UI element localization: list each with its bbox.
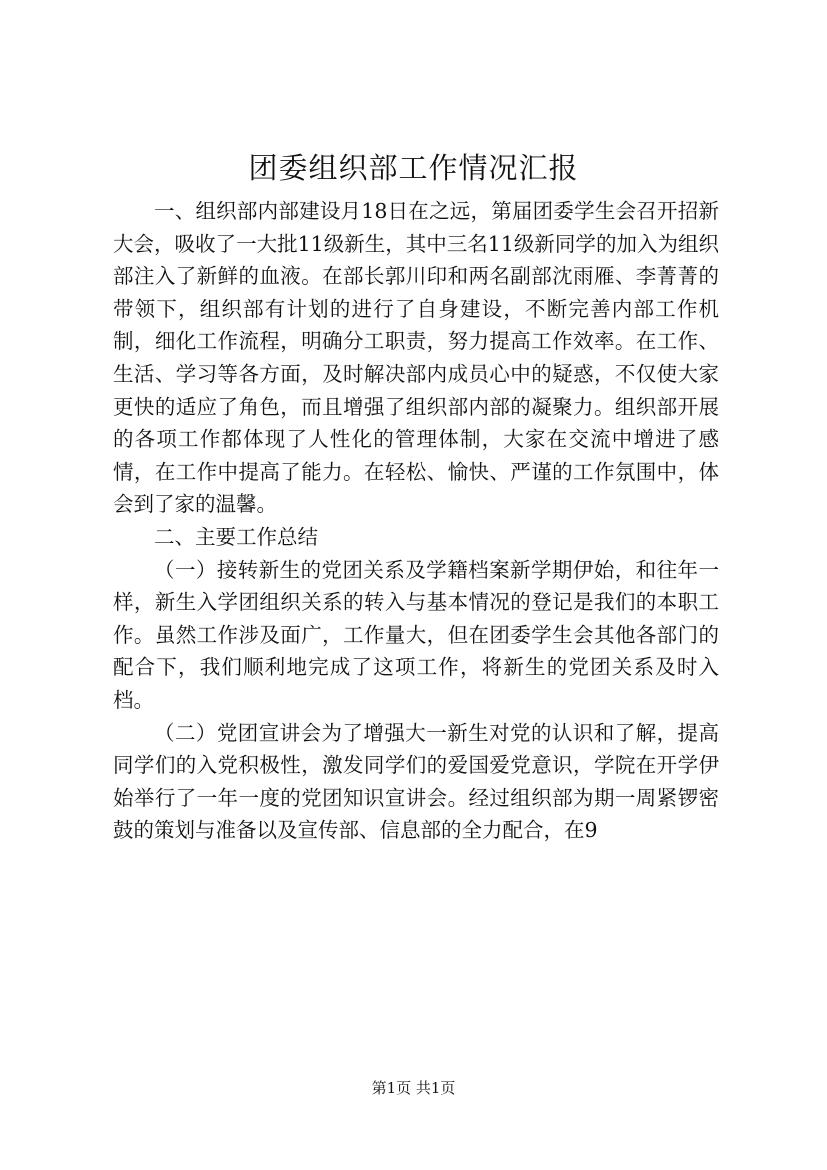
paragraph-party-lecture: （二）党团宣讲会为了增强大一新生对党的认识和了解，提高同学们的入党积极性，激发同学们的爱国爱党意识，学院在开学伊始举行了一年一度的党团知识宣讲会。经过组织部为期一周紧锣密鼓的策划与准备以及宣传部、信息部的全力配合，在9 [113,720,719,843]
page-footer: 第1页 共1页 [371,1079,456,1097]
section-heading-main-work: 二、主要工作总结 [154,524,318,549]
document-body [113,195,719,847]
paragraph-student-transfer: （一）接转新生的党团关系及学籍档案新学期伊始，和往年一样，新生入学团组织关系的转入与基本情况的登记是我们的本职工作。虽然工作涉及面广，工作量大，但在团委学生会其他各部门的配合下，我们顺利地完成了这项工作，将新生的党团关系及时入档。 [113,557,719,712]
paragraph-internal-construction: 一、组织部内部建设月18日在之远，第届团委学生会召开招新大会，吸收了一大批11级新生，其中三名11级新同学的加入为组织部注入了新鲜的血液。在部长郭川印和两名副部沈雨雁、李菁菁的带领下，组织部有计划的进行了自身建设，不断完善内部工作机制，细化工作流程，明确分工职责，努力提高工作效率。在工作、生活、学习等各方面，及时解决部内成员心中的疑惑，不仅使大家更快的适应了角色，而且增强了组织部内部的凝聚力。组织部开展的各项工作都体现了人性化的管理体制，大家在交流中增进了感情，在工作中提高了能力。在轻松、愉快、严谨的工作氛围中，体会到了家的温馨。 [113,199,719,517]
document-title: 团委组织部工作情况汇报 [248,151,579,185]
